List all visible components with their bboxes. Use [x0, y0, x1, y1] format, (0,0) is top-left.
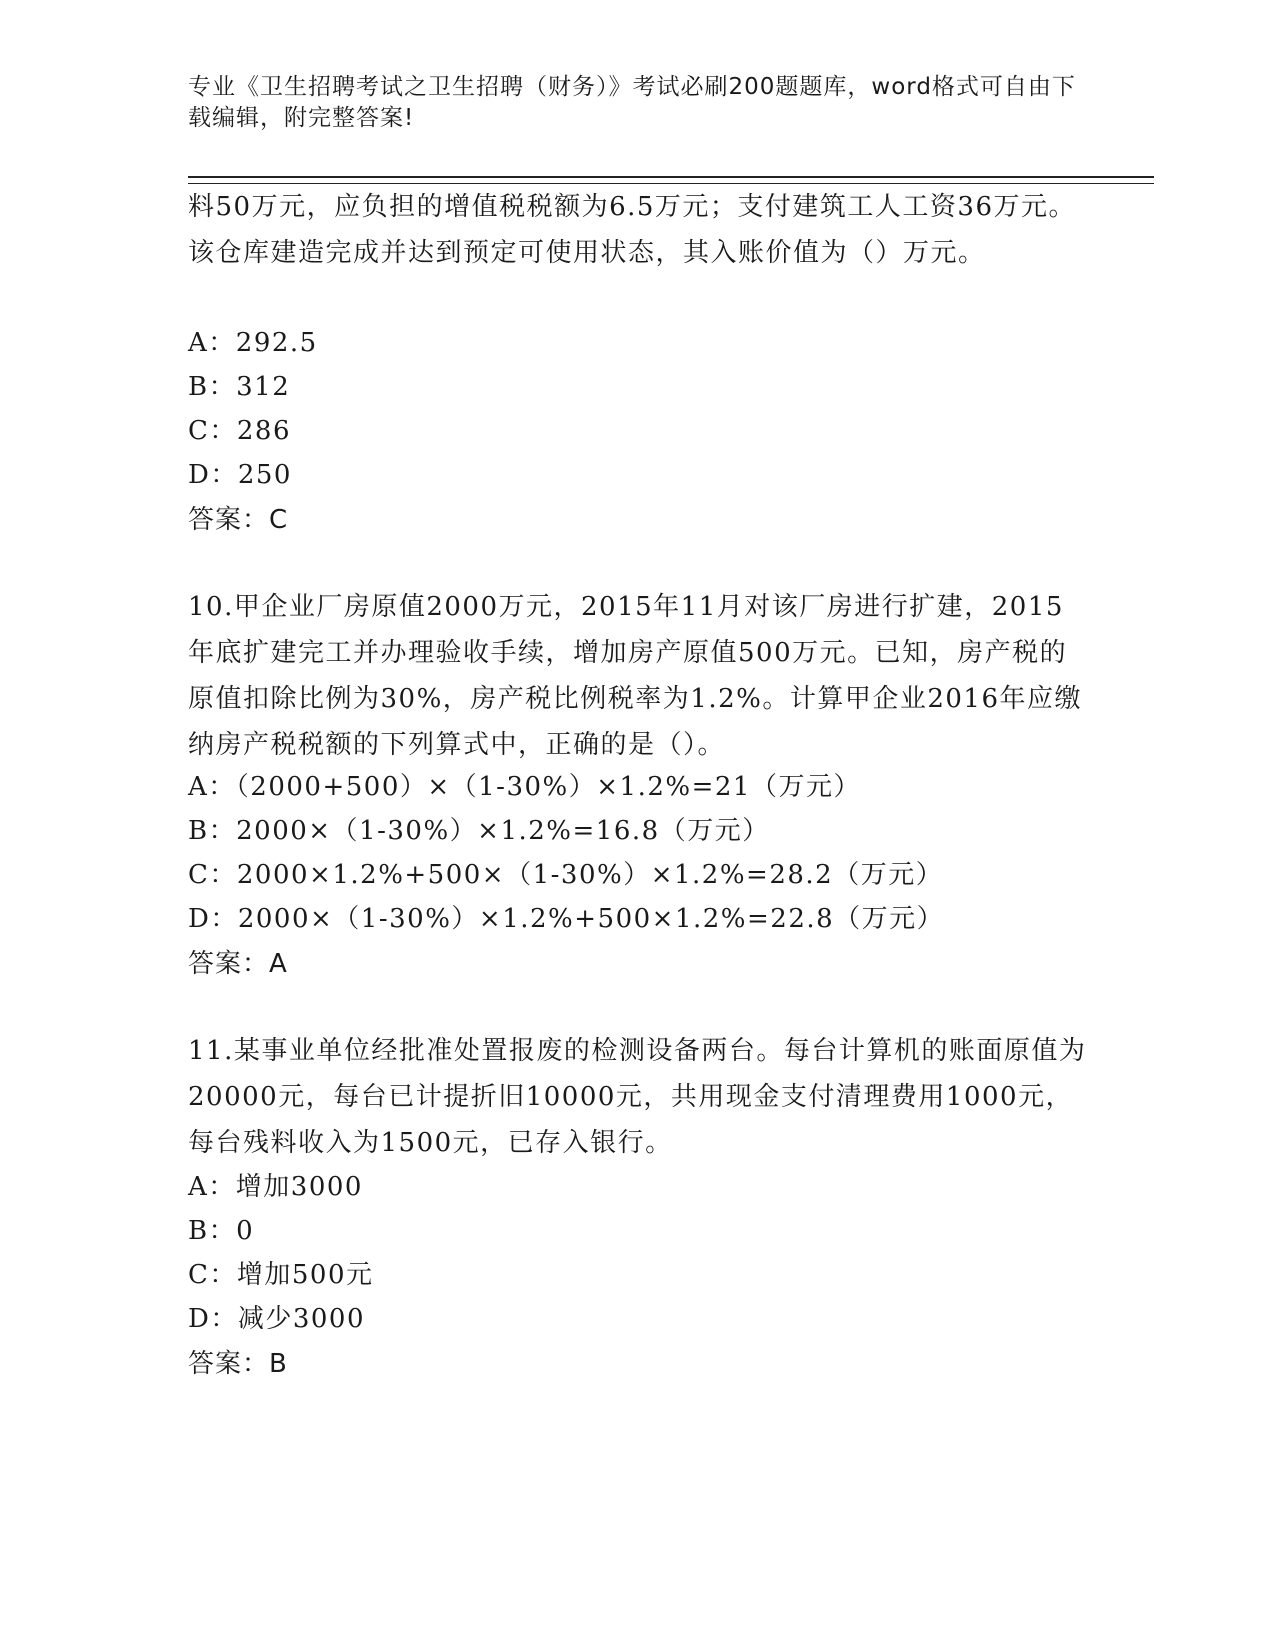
question-9-stem: 料50万元，应负担的增值税税额为6.5万元；支付建筑工人工资36万元。该仓库建造完成并达到预定可使用状态，其入账价值为（）万元。 [188, 192, 1077, 268]
document-header-title: 专业《卫生招聘考试之卫生招聘（财务）》考试必刷200题题库，word格式可自由下载编辑，附完整答案! [188, 74, 1076, 131]
question-9-option-d: D：250 [188, 460, 292, 490]
question-10-option-b: B：2000×（1-30%）×1.2%=16.8（万元） [188, 816, 770, 846]
question-11-option-a: A：增加3000 [188, 1172, 363, 1202]
question-11-option-b: B：0 [188, 1216, 255, 1246]
header-divider [188, 176, 1154, 184]
question-9-option-a: A：292.5 [188, 328, 318, 358]
question-10-stem: 10.甲企业厂房原值2000万元，2015年11月对该厂房进行扩建，2015年底扩建完工并办理验收手续，增加房产原值500万元。已知，房产税的原值扣除比例为30%，房产税比例税率为1.2%。计算甲企业2016年应缴纳房产税税额的下列算式中，正确的是（）。 [188, 592, 1083, 760]
question-9-option-b: B：312 [188, 372, 291, 402]
question-10-option-c: C：2000×1.2%+500×（1-30%）×1.2%=28.2（万元） [188, 860, 944, 890]
question-11-answer: 答案：B [188, 1349, 288, 1379]
question-11-option-c: C：增加500元 [188, 1260, 374, 1290]
question-10-answer: 答案：A [188, 949, 288, 979]
question-10-option-a: A：（2000+500）×（1-30%）×1.2%=21（万元） [188, 772, 861, 802]
question-9-option-c: C：286 [188, 416, 292, 446]
question-11-option-d: D：减少3000 [188, 1304, 366, 1334]
question-10-option-d: D：2000×（1-30%）×1.2%+500×1.2%=22.8（万元） [188, 904, 945, 934]
question-11-stem: 11.某事业单位经批准处置报废的检测设备两台。每台计算机的账面原值为20000元，每台已计提折旧10000元，共用现金支付清理费用1000元，每台残料收入为1500元，已存入银行。 [188, 1036, 1087, 1158]
question-9-answer: 答案：C [188, 505, 289, 535]
